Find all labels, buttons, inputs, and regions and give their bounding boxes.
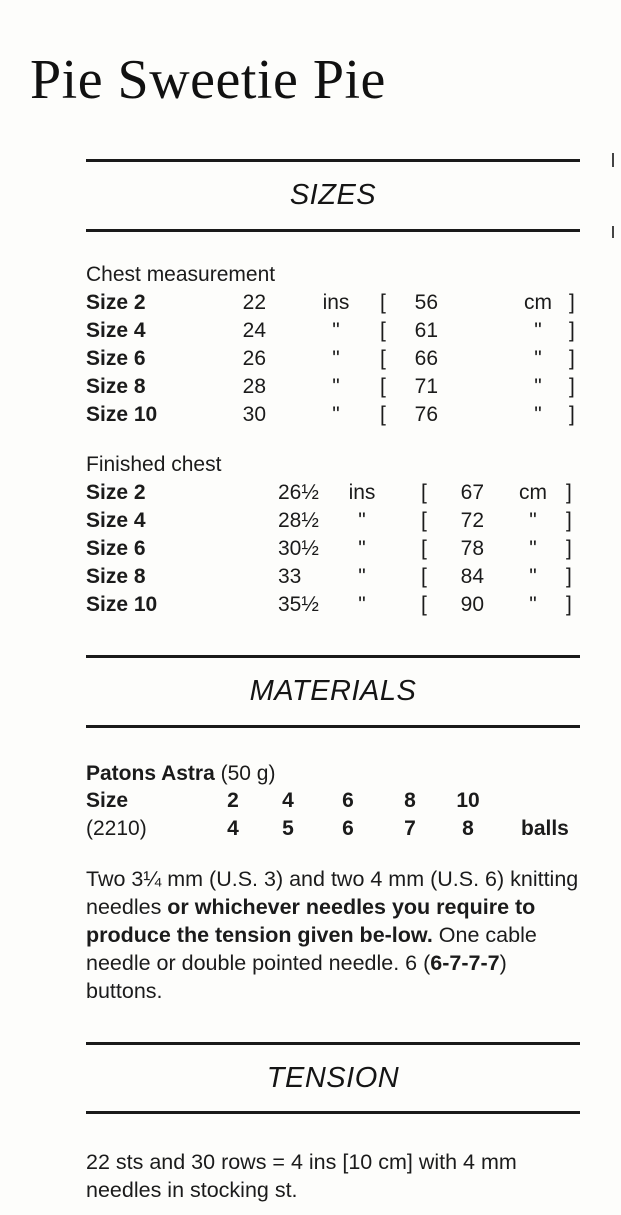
finished-open-bracket: [	[421, 481, 427, 504]
needles-paragraph	[86, 865, 586, 1005]
yarn-sizes-cell: 4	[282, 789, 294, 812]
finished-open-bracket: [	[421, 593, 427, 616]
divider	[86, 655, 580, 658]
divider	[86, 159, 580, 162]
chest-ins-unit: "	[332, 347, 340, 370]
tension-paragraph: 22 sts and 30 rows = 4 ins [10 cm] with 4 mm needles in stocking st.	[86, 1150, 517, 1202]
finished-cm-value: 84	[460, 565, 484, 588]
finished-cm-value: 67	[460, 481, 484, 504]
chest-close-bracket: ]	[569, 319, 575, 342]
sizes-heading: SIZES	[289, 179, 377, 211]
finished-ins-unit: "	[358, 565, 366, 588]
tension-heading: TENSION	[266, 1062, 400, 1094]
chest-ins-value: 30	[242, 403, 266, 426]
chest-ins-unit: "	[332, 375, 340, 398]
chest-ins-value: 22	[242, 291, 266, 314]
finished-close-bracket: ]	[566, 509, 572, 532]
chest-open-bracket: [	[380, 319, 386, 342]
chest-open-bracket: [	[380, 291, 386, 314]
finished-open-bracket: [	[421, 537, 427, 560]
chest-ins-value: 26	[242, 347, 266, 370]
chest-cm-unit: "	[534, 319, 542, 342]
yarn-sizes-cell: 10	[456, 789, 480, 812]
yarn-weight: (50 g)	[220, 762, 276, 785]
chest-size-label: Size 6	[86, 347, 146, 370]
finished-ins-value: 35½	[278, 593, 319, 616]
yarn-balls-cell: 5	[282, 817, 294, 840]
yarn-shade: (2210)	[86, 817, 147, 840]
chest-close-bracket: ]	[569, 375, 575, 398]
finished-size-label: Size 8	[86, 565, 146, 588]
finished-cm-value: 90	[460, 593, 484, 616]
chest-close-bracket: ]	[569, 347, 575, 370]
finished-close-bracket: ]	[566, 481, 572, 504]
divider	[86, 725, 580, 728]
finished-close-bracket: ]	[566, 537, 572, 560]
finished-open-bracket: [	[421, 565, 427, 588]
chest-close-bracket: ]	[569, 291, 575, 314]
yarn-line	[86, 760, 275, 788]
yarn-sizes-cell: 2	[227, 789, 239, 812]
materials-heading: MATERIALS	[249, 675, 417, 707]
divider	[86, 1111, 580, 1114]
chest-cm-unit: cm	[524, 291, 552, 314]
needles-sizes-text: Two 3¼ mm (U.S. 3) and two 4 mm (U.S. 6) knitting needles	[86, 867, 579, 919]
needles-end-text: ) buttons.	[86, 951, 507, 1003]
chest-size-label: Size 2	[86, 291, 146, 314]
finished-size-label: Size 4	[86, 509, 146, 532]
finished-size-label: Size 10	[86, 593, 158, 616]
divider	[86, 1042, 580, 1045]
pattern-title: Pie Sweetie Pie	[30, 49, 386, 111]
scan-edge-mark	[612, 226, 614, 238]
chest-size-label: Size 10	[86, 403, 158, 426]
chest-cm-unit: "	[534, 375, 542, 398]
chest-open-bracket: [	[380, 375, 386, 398]
needles-extra-text: One cable needle or double pointed needle. 6 (	[86, 923, 537, 975]
scan-edge-mark	[612, 153, 614, 167]
yarn-balls-cell: 8	[462, 817, 474, 840]
chest-open-bracket: [	[380, 347, 386, 370]
finished-cm-unit: "	[529, 509, 537, 532]
chest-cm-value: 76	[414, 403, 438, 426]
chest-measurement-label: Chest measurement	[86, 263, 276, 286]
chest-ins-unit: ins	[322, 291, 350, 314]
balls-unit: balls	[521, 817, 569, 840]
chest-close-bracket: ]	[569, 403, 575, 426]
finished-chest-label: Finished chest	[86, 453, 222, 476]
finished-ins-value: 33	[278, 565, 302, 588]
chest-open-bracket: [	[380, 403, 386, 426]
chest-ins-unit: "	[332, 403, 340, 426]
finished-cm-value: 78	[460, 537, 484, 560]
divider	[86, 229, 580, 232]
finished-cm-unit: "	[529, 565, 537, 588]
finished-ins-unit: "	[358, 509, 366, 532]
yarn-name: Patons Astra	[86, 762, 215, 785]
finished-ins-value: 28½	[278, 509, 319, 532]
yarn-sizes-cell: 6	[342, 789, 354, 812]
finished-cm-unit: "	[529, 537, 537, 560]
finished-ins-unit: ins	[348, 481, 376, 504]
yarn-sizes-cell: 8	[404, 789, 416, 812]
buttons-count: 6-7-7-7	[430, 951, 500, 975]
finished-cm-value: 72	[460, 509, 484, 532]
chest-ins-value: 24	[242, 319, 266, 342]
finished-size-label: Size 6	[86, 537, 146, 560]
finished-close-bracket: ]	[566, 565, 572, 588]
chest-size-label: Size 4	[86, 319, 146, 342]
chest-cm-unit: "	[534, 403, 542, 426]
yarn-balls-cell: 6	[342, 817, 354, 840]
finished-open-bracket: [	[421, 509, 427, 532]
chest-cm-value: 66	[414, 347, 438, 370]
chest-cm-unit: "	[534, 347, 542, 370]
finished-ins-unit: "	[358, 537, 366, 560]
chest-cm-value: 71	[414, 375, 438, 398]
chest-cm-value: 61	[414, 319, 438, 342]
chest-size-label: Size 8	[86, 375, 146, 398]
yarn-balls-cell: 7	[404, 817, 416, 840]
finished-ins-value: 30½	[278, 537, 319, 560]
finished-size-label: Size 2	[86, 481, 146, 504]
finished-cm-unit: cm	[519, 481, 547, 504]
yarn-balls-cell: 4	[227, 817, 239, 840]
finished-ins-value: 26½	[278, 481, 319, 504]
finished-cm-unit: "	[529, 593, 537, 616]
yarn-size-label: Size	[86, 789, 129, 812]
finished-close-bracket: ]	[566, 593, 572, 616]
chest-cm-value: 56	[414, 291, 438, 314]
finished-ins-unit: "	[358, 593, 366, 616]
needles-tension-note: or whichever needles you require to produce the tension given be-low.	[86, 895, 536, 947]
chest-ins-value: 28	[242, 375, 266, 398]
chest-ins-unit: "	[332, 319, 340, 342]
